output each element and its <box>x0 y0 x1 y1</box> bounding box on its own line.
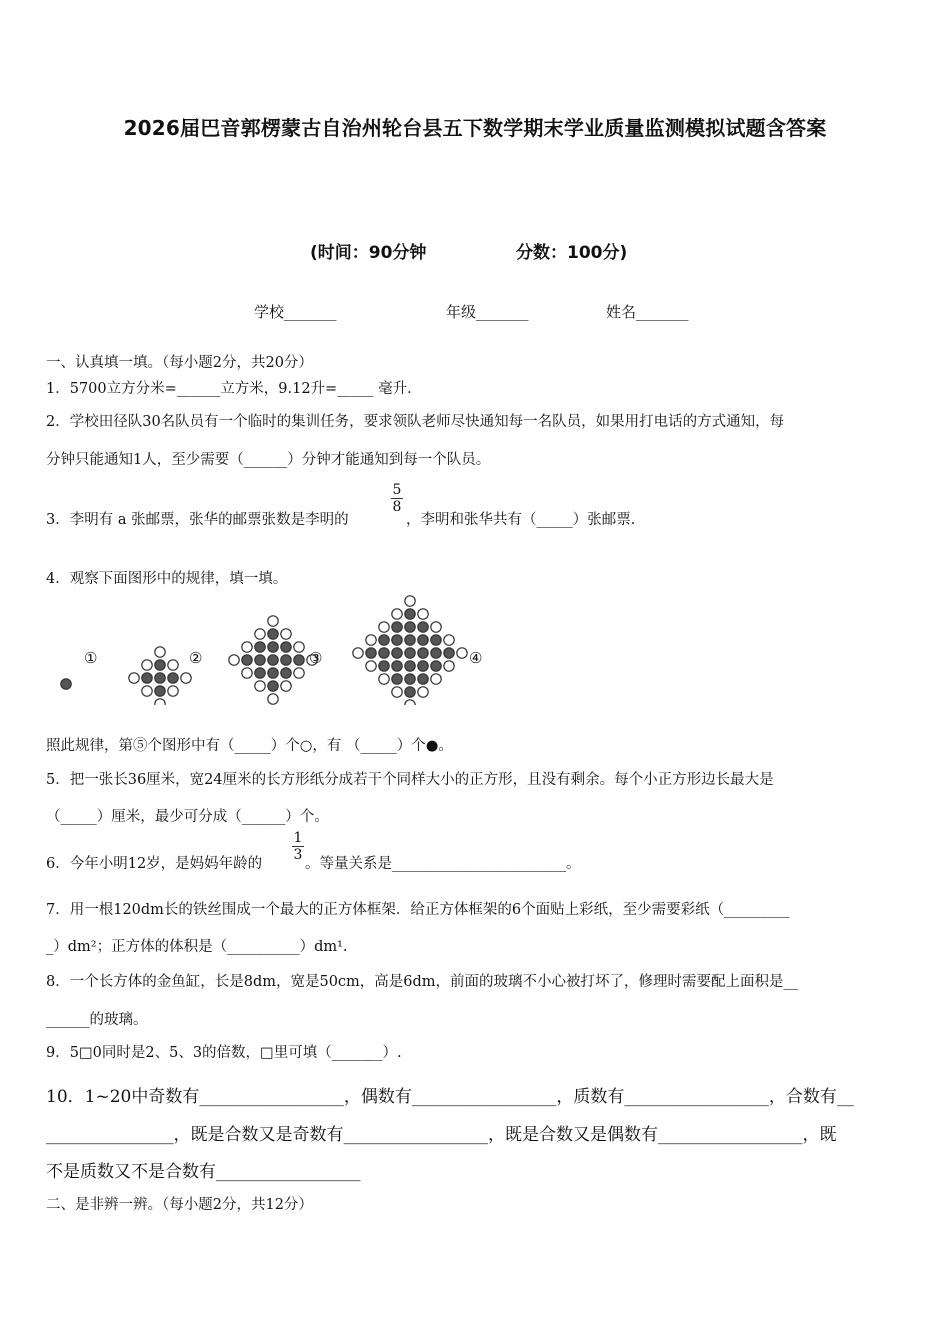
filled-dot <box>379 661 389 671</box>
filled-dot <box>405 661 415 671</box>
hollow-dot <box>168 686 178 696</box>
hollow-dot <box>366 661 376 671</box>
hollow-dot <box>281 629 291 639</box>
filled-dot <box>142 673 152 683</box>
filled-dot <box>294 655 304 665</box>
filled-dot <box>379 648 389 658</box>
hollow-dot <box>255 681 265 691</box>
filled-dot <box>255 642 265 652</box>
question-4-intro: 4．观察下面图形中的规律，填一填。 <box>46 571 288 587</box>
filled-dot <box>418 622 428 632</box>
hollow-dot <box>155 647 165 657</box>
filled-dot <box>418 648 428 658</box>
filled-dot <box>392 661 402 671</box>
exam-time: (时间：90分钟 <box>310 243 427 263</box>
filled-dot <box>155 660 165 670</box>
hollow-dot <box>379 674 389 684</box>
question-5-line-2: （_____）厘米，最少可分成（______）个。 <box>46 809 329 825</box>
name-field[interactable]: 姓名_______ <box>606 303 689 321</box>
pattern-figure <box>0 590 950 705</box>
filled-dot <box>392 622 402 632</box>
question-10-line-2: _______________，既是合数又是奇数有_________________，既是合数又是偶数有_________________，既 <box>46 1125 837 1145</box>
filled-dot <box>392 674 402 684</box>
fraction-numerator: 5 <box>392 482 402 498</box>
figure-label-1: ① <box>84 649 98 667</box>
filled-dot <box>61 679 71 689</box>
school-field[interactable]: 学校_______ <box>254 303 337 321</box>
filled-dot <box>418 635 428 645</box>
figure-label-4: ④ <box>469 649 483 667</box>
hollow-dot <box>366 635 376 645</box>
filled-dot <box>268 629 278 639</box>
question-2-line-2: 分钟只能通知1人，至少需要（______）分钟才能通知到每一个队员。 <box>46 452 491 468</box>
question-5-line-1: 5．把一张长36厘米，宽24厘米的长方形纸分成若干个同样大小的正方形，且没有剩余。每个小正方形边长最大是 <box>46 772 774 788</box>
filled-dot <box>155 673 165 683</box>
filled-dot <box>379 635 389 645</box>
hollow-dot <box>268 694 278 704</box>
question-6-suffix: 。等量关系是________________________。 <box>305 856 581 872</box>
hollow-dot <box>392 687 402 697</box>
hollow-dot <box>457 648 467 658</box>
hollow-dot <box>405 596 415 606</box>
filled-dot <box>431 635 441 645</box>
filled-dot <box>418 661 428 671</box>
question-1: 1．5700立方分米=______立方米，9.12升=_____ 毫升． <box>46 381 422 397</box>
question-9: 9．5□0同时是2、5、3的倍数，□里可填（_______）. <box>46 1045 402 1061</box>
hollow-dot <box>444 635 454 645</box>
filled-dot <box>405 622 415 632</box>
filled-dot <box>405 687 415 697</box>
hollow-dot <box>294 642 304 652</box>
filled-dot <box>405 609 415 619</box>
filled-dot <box>155 686 165 696</box>
page-title: 2026届巴音郭楞蒙古自治州轮台县五下数学期末学业质量监测模拟试题含答案 <box>123 116 827 140</box>
question-8-line-2: ______的玻璃。 <box>46 1012 148 1028</box>
hollow-dot <box>155 699 165 705</box>
hollow-dot <box>294 668 304 678</box>
hollow-dot <box>255 629 265 639</box>
question-6-prefix: 6．今年小明12岁，是妈妈年龄的 <box>46 856 263 872</box>
filled-dot <box>268 668 278 678</box>
question-6-fraction <box>291 830 305 863</box>
hollow-dot <box>229 655 239 665</box>
hollow-dot <box>181 673 191 683</box>
question-10-line-1: 10．1~20中奇数有_________________，偶数有_________________，质数有_________________，合数有__ <box>46 1087 854 1107</box>
question-10-line-3: 不是质数又不是合数有_________________ <box>46 1162 361 1182</box>
question-3-prefix: 3．李明有 a 张邮票，张华的邮票张数是李明的 <box>46 512 349 528</box>
hollow-dot <box>268 616 278 626</box>
filled-dot <box>255 668 265 678</box>
filled-dot <box>392 635 402 645</box>
hollow-dot <box>142 686 152 696</box>
hollow-dot <box>418 609 428 619</box>
hollow-dot <box>444 661 454 671</box>
exam-score: 分数：100分) <box>516 243 628 263</box>
filled-dot <box>255 655 265 665</box>
hollow-dot <box>431 622 441 632</box>
question-4-answer: 照此规律，第⑤个图形中有（_____）个○，有 （_____）个●。 <box>46 738 453 754</box>
filled-dot <box>281 642 291 652</box>
question-7-line-2: _）dm²；正方体的体积是（__________）dm¹. <box>46 939 348 955</box>
filled-dot <box>405 648 415 658</box>
pattern-dots <box>61 596 467 705</box>
grade-field[interactable]: 年级_______ <box>446 303 529 321</box>
hollow-dot <box>129 673 139 683</box>
hollow-dot <box>392 609 402 619</box>
hollow-dot <box>281 681 291 691</box>
question-7-line-1: 7．用一根120dm长的铁丝围成一个最大的正方体框架．给正方体框架的6个面贴上彩纸，至少需要彩纸（_________ <box>46 902 790 918</box>
filled-dot <box>268 655 278 665</box>
question-3-fraction <box>390 482 404 515</box>
hollow-dot <box>405 700 415 705</box>
hollow-dot <box>418 687 428 697</box>
filled-dot <box>431 648 441 658</box>
hollow-dot <box>379 622 389 632</box>
hollow-dot <box>242 642 252 652</box>
hollow-dot <box>353 648 363 658</box>
fraction-denominator: 8 <box>392 499 402 515</box>
filled-dot <box>392 648 402 658</box>
figure-label-2: ② <box>189 649 203 667</box>
filled-dot <box>268 642 278 652</box>
fraction-numerator: 1 <box>293 830 303 846</box>
filled-dot <box>405 674 415 684</box>
filled-dot <box>242 655 252 665</box>
question-2-line-1: 2．学校田径队30名队员有一个临时的集训任务，要求领队老师尽快通知每一名队员，如果用打电话的方式通知，每 <box>46 414 785 430</box>
section-2-heading: 二、是非辨一辨。（每小题2分，共12分） <box>46 1197 313 1213</box>
question-3-suffix: ，李明和张华共有（_____）张邮票. <box>406 512 636 528</box>
filled-dot <box>281 655 291 665</box>
hollow-dot <box>431 674 441 684</box>
filled-dot <box>281 668 291 678</box>
filled-dot <box>431 661 441 671</box>
filled-dot <box>444 648 454 658</box>
filled-dot <box>168 673 178 683</box>
filled-dot <box>268 681 278 691</box>
hollow-dot <box>168 660 178 670</box>
figure-label-3: ③ <box>309 649 323 667</box>
question-8-line-1: 8．一个长方体的金鱼缸，长是8dm，宽是50cm，高是6dm，前面的玻璃不小心被打坏了，修理时需要配上面积是__ <box>46 974 799 990</box>
filled-dot <box>418 674 428 684</box>
section-1-heading: 一、认真填一填。（每小题2分，共20分） <box>46 355 313 371</box>
hollow-dot <box>142 660 152 670</box>
fraction-denominator: 3 <box>293 847 303 863</box>
hollow-dot <box>242 668 252 678</box>
filled-dot <box>366 648 376 658</box>
filled-dot <box>405 635 415 645</box>
